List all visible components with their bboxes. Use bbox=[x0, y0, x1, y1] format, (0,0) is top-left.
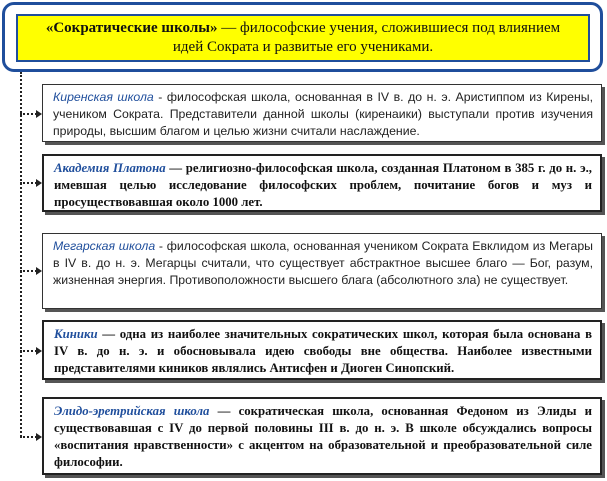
school-term: Мегарская школа bbox=[53, 239, 156, 253]
school-box-cyrenaic bbox=[42, 84, 602, 142]
school-term: Академия Платона bbox=[54, 161, 166, 175]
school-term: Киники bbox=[54, 327, 98, 341]
school-definition: — религиозно-философская школа, созданная Платоном в 385 г. до н. э., имевшая целью исследование философских проблем, почитание богов и муз и просуществовавшая около 1000 лет. bbox=[54, 161, 593, 209]
header-text: — философские учения, сложившиеся под влиянием идей Сократа и развитые его учениками. bbox=[172, 20, 561, 55]
school-definition: — сократическая школа, основанная Федоном из Элиды и существовавшая с IV до первой половины III в. до н. э. В школе обсуждались вопросы «воспитания нравственности» с акцентом на образовательной и преобразовательной силе философии. bbox=[54, 404, 592, 469]
school-definition: - философская школа, основанная учеником Сократа Евклидом из Мегары в IV в. до н. э. Мегарцы считали, что существует абстрактное высшее благо — Бог, разум, жизненная энергия. Противоположности высшего блага (абсолютного зла) не существует. bbox=[53, 239, 593, 287]
connector-spine bbox=[20, 72, 22, 437]
header-frame bbox=[2, 2, 603, 72]
connector-arrow-1 bbox=[20, 113, 40, 115]
school-term: Элидо-эретрийская школа bbox=[54, 404, 210, 418]
header-definition bbox=[16, 14, 590, 62]
school-definition: - философская школа, основанная в IV в. до н. э. Аристиппом из Кирены, учеником Сократа. Представители данной школы (киренаики) выступали против изучения природы, высшим благом и целью жизни считали наслаждение. bbox=[53, 90, 593, 138]
school-box-megarian bbox=[42, 233, 602, 309]
school-box-platonic-academy bbox=[42, 154, 602, 212]
school-definition: — одна из наиболее значительных сократических школ, которая была основана в IV в. до н. э. и обосновывала идею свободы вне общества. Наиболее известными представителями киников являлись Антисфен и Диоген Синопский. bbox=[54, 327, 592, 375]
connector-arrow-4 bbox=[20, 350, 40, 352]
school-term: Киренская школа bbox=[53, 90, 154, 104]
connector-arrow-5 bbox=[20, 436, 40, 438]
connector-arrow-3 bbox=[20, 270, 40, 272]
school-box-cynics bbox=[42, 320, 602, 380]
header-term: «Сократические школы» bbox=[45, 20, 218, 36]
connector-arrow-2 bbox=[20, 182, 40, 184]
school-box-elis-eretria bbox=[42, 397, 602, 475]
